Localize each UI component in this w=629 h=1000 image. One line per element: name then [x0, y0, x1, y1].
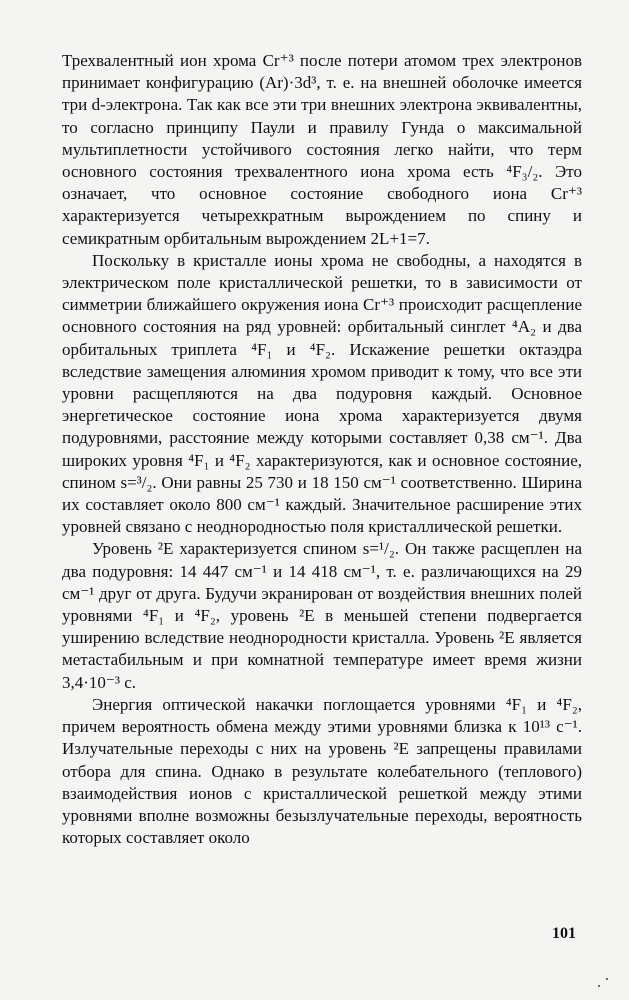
page-number: 101	[552, 925, 576, 942]
paragraph-3: Уровень ²E характеризуется спином s=¹/₂. Он также расщеплен на два подуровня: 14 447 см⁻¹ и 14 418 см⁻¹, т. е. различающихся на 29 см⁻¹ друг от друга. Будучи экранирован от воздействия внешних полей уровнями ⁴F₁ и ⁴F₂, уровень ²E в меньшей степени подвергается уширению вследствие неоднородности кристалла. Уровень ²E является метастабильным и при комнатной температуре имеет время жизни 3,4·10⁻³ с.	[62, 539, 582, 692]
scan-speck	[606, 978, 608, 980]
paragraph-2: Поскольку в кристалле ионы хрома не свободны, а находятся в электрическом поле кристаллической решетки, то в зависимости от симметрии ближайшего окружения иона Cr⁺³ происходит расщепление основного состояния на ряд уровней: орбитальный синглет ⁴A₂ и два орбитальных триплета ⁴F₁ и ⁴F₂. Искажение решетки октаэдра вследствие замещения алюминия хромом приводит к тому, что все эти уровни расщепляются на два подуровня каждый. Основное энергетическое состояние иона хрома характеризуется двумя подуровнями, расстояние между которыми составляет 0,38 см⁻¹. Два широких уровня ⁴F₁ и ⁴F₂ характеризуются, как и основное состояние, спином s=³/₂. Они равны 25 730 и 18 150 см⁻¹ соответственно. Ширина их составляет около 800 см⁻¹ каждый. Значительное расширение этих уровней связано с неоднородностью поля кристаллической решетки.	[62, 250, 582, 537]
scan-speck	[598, 985, 600, 987]
paragraph-1: Трехвалентный ион хрома Cr⁺³ после потери атомом трех электронов принимает конфигурацию (Ar)·3d³, т. е. на внешней оболочке имеется три d-электрона. Так как все эти три внешних электрона эквивалентны, то согласно принципу Паули и правилу Гунда о максимальной мультиплетности устойчивого состояния легко найти, что терм основного состояния трехвалентного иона хрома есть ⁴F₃/₂. Это означает, что основное состояние свободного иона Cr⁺³ характеризуется четырехкратным вырождением по спину и семикратным орбитальным вырождением 2L+1=7.	[62, 51, 582, 248]
paragraph-4: Энергия оптической накачки поглощается уровнями ⁴F₁ и ⁴F₂, причем вероятность обмена между этими уровнями близка к 10¹³ с⁻¹. Излучательные переходы с них на уровень ²E запрещены правилами отбора для спина. Однако в результате колебательного (теплового) взаимодействия ионов с кристаллической решеткой между этими уровнями вполне возможны безызлучательные переходы, вероятность которых составляет около	[62, 694, 582, 848]
page-body	[62, 50, 582, 849]
